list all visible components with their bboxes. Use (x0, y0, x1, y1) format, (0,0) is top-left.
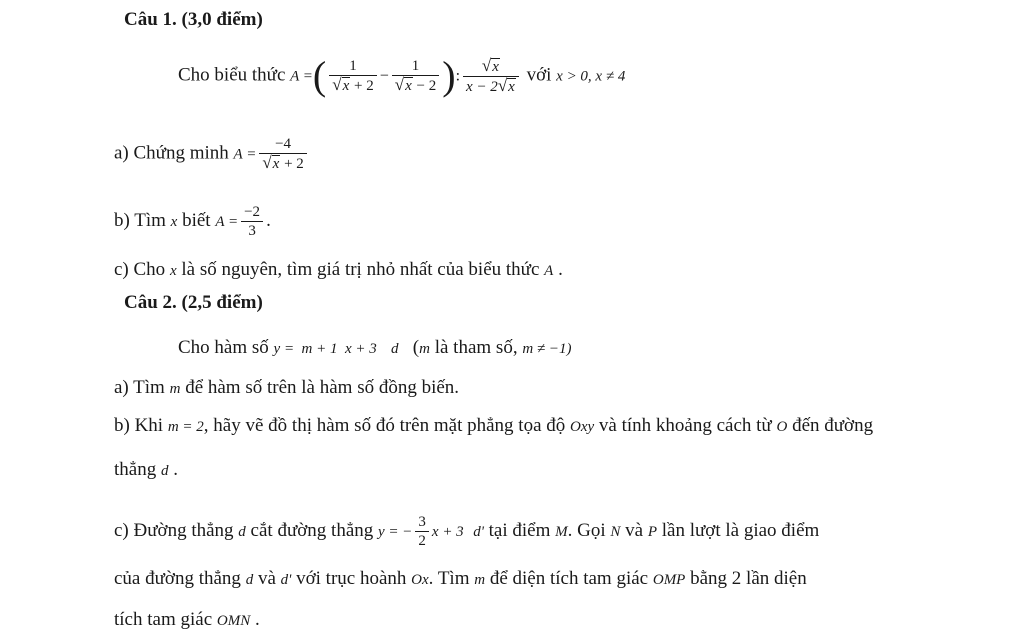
q2-part-b-text-1: b) Khi (114, 415, 164, 436)
part-b-fraction (241, 203, 263, 240)
intro-suffix: với (526, 64, 552, 86)
q2-part-c-line2-text-2: với trục hoành (296, 568, 407, 589)
colon-sign: : (455, 67, 461, 85)
fraction-3-num: √x (481, 55, 499, 75)
radicand: x (272, 156, 280, 172)
question-2-part-b-line-2 (114, 458, 178, 483)
q2-part-c-eq-rest: x + 3 (431, 523, 464, 540)
question-2-heading: Câu 2. (2,5 điểm) (124, 292, 263, 313)
fraction-2-den: √x − 2 (392, 75, 439, 95)
question-1-part-a (114, 135, 310, 173)
q2-part-c-line2-omp: OMP (652, 572, 686, 588)
q2-intro-open: ( (412, 337, 420, 358)
part-c-text-1: c) Cho (114, 259, 166, 280)
part-b-den: 3 (241, 221, 263, 240)
fraction-2 (392, 57, 439, 95)
part-b-var: x (170, 213, 178, 230)
q2-part-b-line2-text: thẳng (114, 459, 157, 480)
q2-part-b-line2-d: d (160, 463, 169, 479)
q2-part-b-o: O (776, 419, 788, 435)
q2-part-b-text-3: và tính khoảng cách từ (598, 415, 772, 436)
q2-intro-m: m (419, 341, 430, 357)
q2-part-c-line2-dprime: d' (280, 572, 292, 588)
q2-intro-name: d (391, 341, 399, 357)
q2-intro-cond: m ≠ −1) (522, 341, 572, 357)
q2-part-c-den: 2 (415, 531, 429, 550)
q2-intro-param: là tham số, (434, 337, 518, 358)
q2-part-c-line2-ox: Ox (411, 572, 429, 588)
q2-part-c-dprime: d' (473, 523, 484, 540)
q2-part-c-fraction (415, 513, 429, 550)
q2-part-c-text-6: lần lượt là giao điểm (661, 519, 820, 541)
part-c-var: x (169, 263, 177, 279)
fraction-2-num: 1 (411, 58, 420, 74)
part-b-num: −2 (244, 204, 261, 220)
q2-part-a-text-1: a) Tìm (114, 377, 165, 398)
q2-part-a-var: m (169, 381, 181, 397)
expr-lhs: A = (290, 68, 313, 85)
q2-part-c-line3-text: tích tam giác (114, 609, 213, 630)
question-1-part-c (114, 258, 563, 283)
q2-part-c-text-2: cắt đường thẳng (250, 519, 374, 541)
radicand: x (342, 78, 350, 94)
radicand: x (492, 58, 499, 75)
q2-intro-text: Cho hàm số (178, 337, 269, 358)
q2-part-c-text-5: và (625, 519, 644, 541)
q2-part-b-line2-end: . (173, 459, 178, 480)
radicand: x (405, 78, 412, 94)
q2-part-c-line2-and: và (257, 568, 276, 589)
part-b-lhs: A = (215, 213, 239, 230)
part-a-den: √x + 2 (259, 153, 306, 173)
paren-close: ) (442, 53, 456, 98)
q2-part-c-num: 3 (418, 514, 426, 530)
part-a-num: −4 (275, 136, 292, 152)
fraction-1-num: 1 (349, 58, 357, 74)
q2-part-c-P: P (647, 523, 658, 540)
q2-part-c-line2-text-4: để diện tích tam giác (489, 568, 649, 589)
intro-text: Cho biểu thức (178, 64, 286, 86)
q2-part-b-text-2: , hãy vẽ đồ thị hàm số đó trên mặt phẳng tọa độ (203, 415, 566, 436)
question-1-part-b (114, 203, 271, 240)
q2-part-c-line2-m: m (474, 572, 486, 588)
den-pre: x − 2 (466, 78, 498, 95)
part-a-text: a) Chứng minh (114, 142, 229, 164)
intro-condition: x > 0, x ≠ 4 (556, 68, 626, 85)
part-a-lhs: A = (233, 146, 257, 163)
question-2-part-a (114, 376, 459, 401)
part-b-text-2: biết (182, 209, 211, 231)
q2-part-c-line2-text-1: của đường thẳng (114, 568, 241, 589)
q2-part-c-line2-d: d (245, 572, 254, 588)
den-rest: + 2 (350, 78, 374, 94)
question-2-part-c-line-2 (114, 567, 807, 592)
q2-part-c-eq-lhs: y = − (378, 523, 413, 540)
question-2-part-b (114, 414, 873, 439)
q2-part-c-M: M (555, 523, 568, 540)
part-b-end: . (266, 209, 271, 231)
den-rest: + 2 (280, 156, 304, 172)
q2-part-c-text-1: c) Đường thẳng (114, 519, 234, 541)
fraction-1-den: √x + 2 (329, 75, 376, 95)
q2-part-b-cond: m = 2 (167, 419, 204, 435)
minus-sign: − (379, 67, 389, 85)
q2-part-b-text-4: đến đường (792, 415, 874, 436)
q2-part-c-text-3: tại điểm (488, 519, 551, 541)
fraction-3 (463, 57, 519, 96)
q2-part-c-line2-text-3: . Tìm (428, 568, 470, 589)
fraction-3-den: x − 2√x (463, 76, 519, 96)
q2-part-c-line3-omn: OMN (216, 613, 251, 629)
part-b-text-1: b) Tìm (114, 209, 166, 231)
q2-part-c-d: d (238, 523, 246, 540)
q2-part-c-N: N (610, 523, 621, 540)
question-2-part-c-line-3 (114, 608, 260, 633)
part-c-end: . (558, 259, 563, 280)
part-a-fraction (259, 135, 306, 173)
question-2-intro (178, 336, 572, 361)
q2-part-a-text-2: để hàm số trên là hàm số đồng biến. (185, 377, 460, 398)
q2-part-b-oxy: Oxy (570, 419, 595, 435)
q2-part-c-line2-text-5: bằng 2 lần diện (690, 568, 807, 589)
question-2-part-c (114, 513, 819, 550)
question-1-heading: Câu 1. (3,0 điểm) (124, 9, 263, 30)
paren-open: ( (312, 53, 327, 98)
question-1-intro (178, 53, 626, 98)
q2-part-c-text-4: . Gọi (567, 519, 606, 541)
den-rest: − 2 (412, 78, 437, 94)
radicand: x (508, 78, 515, 95)
q2-intro-func: y = m + 1 x + 3 (273, 341, 377, 357)
fraction-1 (329, 57, 376, 95)
part-c-var2: A (544, 263, 554, 279)
part-c-text-2: là số nguyên, tìm giá trị nhỏ nhất của biểu thức (181, 259, 540, 280)
q2-part-c-line3-end: . (254, 609, 260, 630)
